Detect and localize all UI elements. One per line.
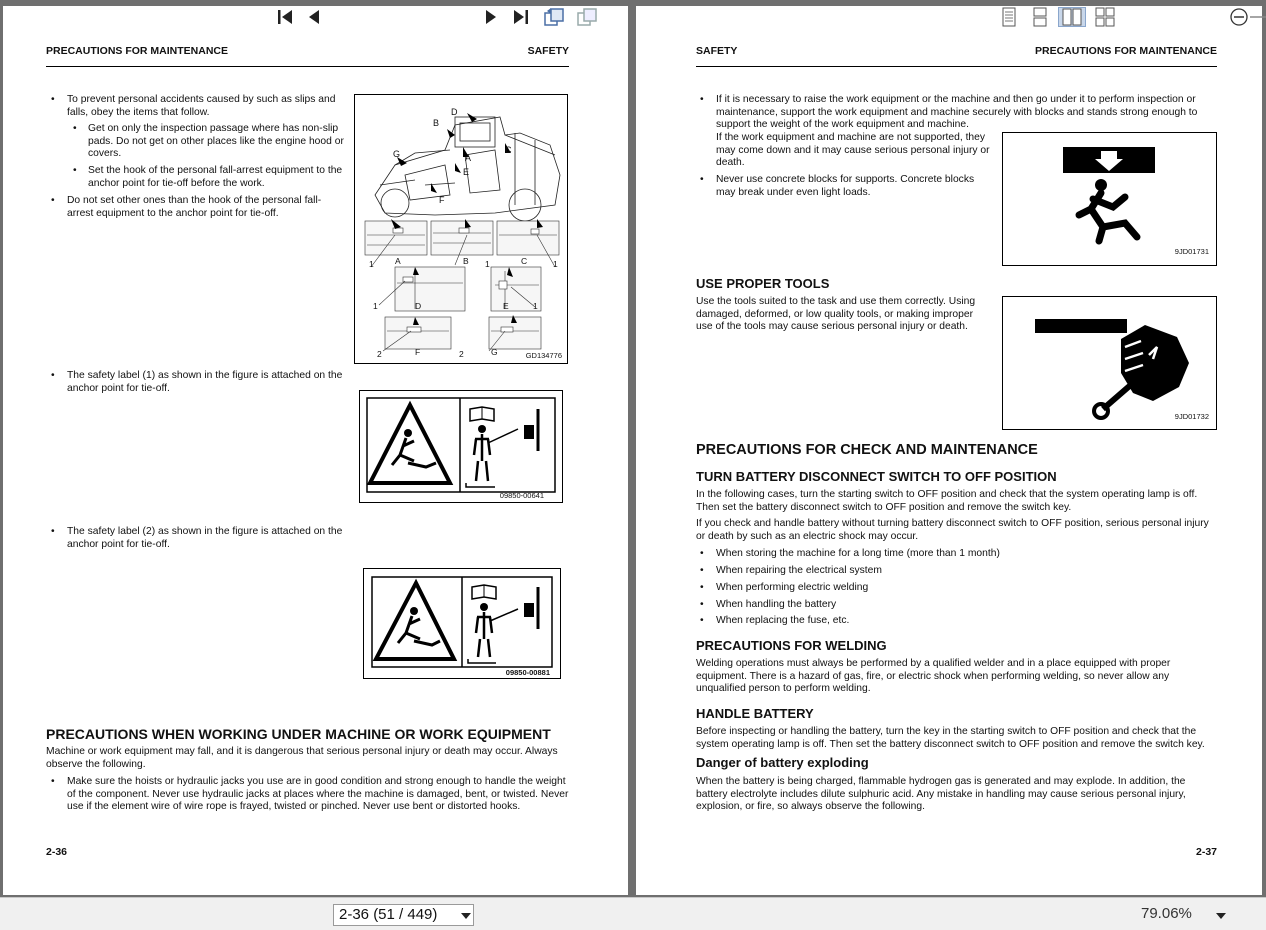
para-welding: Welding operations must always be performed by a qualified welder and in a place equipped with proper equipment. There is a hazard of gas, fire, or electric shock when performing welding, so never allow any unqualified person to perform welding.	[696, 658, 1171, 695]
bullet-label-1: • The safety label (1) as shown in the figure is attached on the anchor point for tie-off.	[67, 370, 345, 395]
header-right: PRECAUTIONS FOR MAINTENANCE	[1034, 45, 1217, 57]
rotate-2-icon[interactable]	[575, 7, 599, 27]
zoom-slider-track[interactable]	[1250, 7, 1266, 27]
bullet-slips: • To prevent personal accidents caused by such as slips and falls, obey the items that follow.	[67, 94, 345, 119]
page-number-input[interactable]	[333, 904, 474, 926]
zoom-dropdown-icon[interactable]	[1215, 912, 1227, 920]
label-F: F	[439, 195, 445, 205]
fig3-code: 09850-00881	[505, 668, 550, 677]
single-page-view-icon[interactable]	[998, 7, 1020, 27]
hand-wrench-icon	[1003, 297, 1216, 429]
page-dropdown-icon[interactable]	[459, 912, 473, 920]
callout-1c: 1	[553, 259, 558, 269]
case-storing: • When storing the machine for a long time (more than 1 month)	[716, 548, 1216, 561]
rotate-icon[interactable]	[542, 7, 566, 27]
safety-label-1-figure	[359, 390, 563, 503]
label-C: C	[505, 145, 512, 155]
page-indicator-text: 2-36 (51 / 449)	[339, 906, 438, 923]
bullet-hook: • Set the hook of the personal fall-arrest equipment to the anchor point for tie-off before the work.	[88, 165, 345, 190]
fall-warning-2-icon	[364, 569, 560, 678]
page-number-right: 2-37	[1195, 846, 1217, 858]
detail-label-G: G	[491, 347, 498, 357]
bullet-not-supported: If the work equipment and machine are not supported, they may come down and it may cause serious personal injury or death.	[716, 132, 990, 169]
label-E: E	[463, 167, 470, 177]
crush-hazard-figure	[1002, 132, 1217, 266]
bullet-passage: • Get on only the inspection passage where has non-slip pads. Do not get on other places like the engine hood or covers.	[88, 123, 345, 161]
detail-label-B: B	[463, 256, 469, 266]
bullet-raise-support: • If it is necessary to raise the work equipment or the machine and then go under it to perform inspection or maintenance, support the work equipment and machine securely with blocks and stands strong enough to support the weight of the work equipment and machine.	[716, 94, 1218, 132]
two-page-view-icon[interactable]	[1058, 7, 1086, 27]
detail-label-E: E	[503, 301, 509, 311]
heading-danger-exploding: Danger of battery exploding	[696, 755, 869, 770]
para-danger-exploding: When the battery is being charged, flammable hydrogen gas is generated and may explode. In addition, the battery electrolyte includes dilute sulphuric acid. Any mistake in handling may cause serious personal injury, explosion, or fire, so always observe the following.	[696, 776, 1186, 813]
header-left: PRECAUTIONS FOR MAINTENANCE	[46, 45, 229, 57]
detail-label-D: D	[415, 301, 422, 311]
page-number-left: 2-36	[46, 846, 68, 858]
callout-1e: 1	[533, 301, 538, 311]
falling-load-icon	[1003, 133, 1216, 265]
callout-2b: 2	[459, 349, 464, 359]
next-page-icon[interactable]	[482, 7, 500, 27]
bullet-concrete: • Never use concrete blocks for supports. Concrete blocks may break under even light loads.	[716, 174, 992, 199]
label-B: B	[433, 118, 440, 128]
bullet-label-2: • The safety label (2) as shown in the figure is attached on the anchor point for tie-off.	[67, 526, 345, 551]
case-fuse: • When replacing the fuse, etc.	[716, 615, 1216, 628]
fig2-code: 09850-00641	[499, 491, 544, 500]
case-repairing: • When repairing the electrical system	[716, 565, 1216, 578]
callout-1a: 1	[369, 259, 374, 269]
bullet-hoists: • Make sure the hoists or hydraulic jacks you use are in good condition and strong enough to handle the weight of the component. Never use hydraulic jacks at places where the machine is damaged, bent, or twisted. Never use if the element wire of wire rope is frayed, twisted or pinched. Never use bent or distorted hooks.	[67, 776, 569, 814]
label-G: G	[393, 149, 401, 159]
first-page-icon[interactable]	[274, 7, 296, 27]
safety-label-2-figure	[363, 568, 561, 679]
heading-battery-switch: TURN BATTERY DISCONNECT SWITCH TO OFF POSITION	[696, 469, 1057, 484]
para-switch-1: In the following cases, turn the starting switch to OFF position and check that the system operating lamp is off. Then set the battery disconnect switch to OFF position and remove the switch key.	[696, 489, 1198, 513]
fig4-code: 9JD01731	[1174, 247, 1209, 256]
heading-welding: PRECAUTIONS FOR WELDING	[696, 638, 887, 653]
case-battery: • When handling the battery	[716, 599, 1216, 612]
prev-page-icon[interactable]	[304, 7, 324, 27]
label-A: A	[465, 153, 472, 163]
zoom-out-icon[interactable]	[1229, 7, 1249, 27]
fall-warning-icon	[360, 391, 562, 502]
bullet-anchor: • Do not set other ones than the hook of the personal fall-arrest equipment to the anchor point for tie-off.	[67, 195, 345, 220]
heading-check-maintenance: PRECAUTIONS FOR CHECK AND MAINTENANCE	[696, 442, 1038, 458]
header-left: SAFETY	[696, 45, 738, 57]
machine-drawing	[355, 95, 567, 363]
detail-label-A: A	[395, 256, 401, 266]
label-D: D	[451, 107, 458, 117]
tool-hazard-figure	[1002, 296, 1217, 430]
case-welding: • When performing electric welding	[716, 582, 1216, 595]
section-title-under-machine: PRECAUTIONS WHEN WORKING UNDER MACHINE OR WORK EQUIPMENT	[46, 726, 551, 742]
viewer-toolbar	[0, 897, 1266, 930]
para-proper-tools: Use the tools suited to the task and use them correctly. Using damaged, deformed, or low quality tools, or making improper use of the tools may cause serious personal injury or death.	[696, 296, 976, 333]
machine-figure	[354, 94, 568, 364]
heading-handle-battery: HANDLE BATTERY	[696, 706, 814, 721]
callout-1d: 1	[373, 301, 378, 311]
detail-label-F: F	[415, 347, 421, 357]
heading-proper-tools: USE PROPER TOOLS	[696, 276, 830, 291]
zoom-level[interactable]: 79.06%	[1141, 905, 1192, 922]
header-rule	[46, 66, 569, 67]
para-handle-battery: Before inspecting or handling the battery, turn the key in the starting switch to OFF position and check that the system operating lamp is off. Then set the battery disconnect switch to OFF position and remove the switch key.	[696, 726, 1205, 750]
detail-label-C: C	[521, 256, 528, 266]
callout-2a: 2	[377, 349, 382, 359]
header-right: SAFETY	[527, 45, 569, 57]
two-page-continuous-view-icon[interactable]	[1093, 7, 1117, 27]
last-page-icon[interactable]	[510, 7, 532, 27]
page-left	[3, 6, 628, 895]
fig1-code: GD134776	[525, 351, 562, 360]
section-intro: Machine or work equipment may fall, and it is dangerous that serious personal injury or death may occur. Always observe the following.	[46, 746, 558, 770]
para-switch-2: If you check and handle battery without turning battery disconnect switch to OFF position, serious personal injury or death by such as an electric shock may occur.	[696, 518, 1209, 542]
fig5-code: 9JD01732	[1174, 412, 1209, 421]
page-right	[636, 6, 1262, 895]
continuous-view-icon[interactable]	[1029, 7, 1051, 27]
header-rule	[696, 66, 1217, 67]
callout-1b: 1	[485, 259, 490, 269]
